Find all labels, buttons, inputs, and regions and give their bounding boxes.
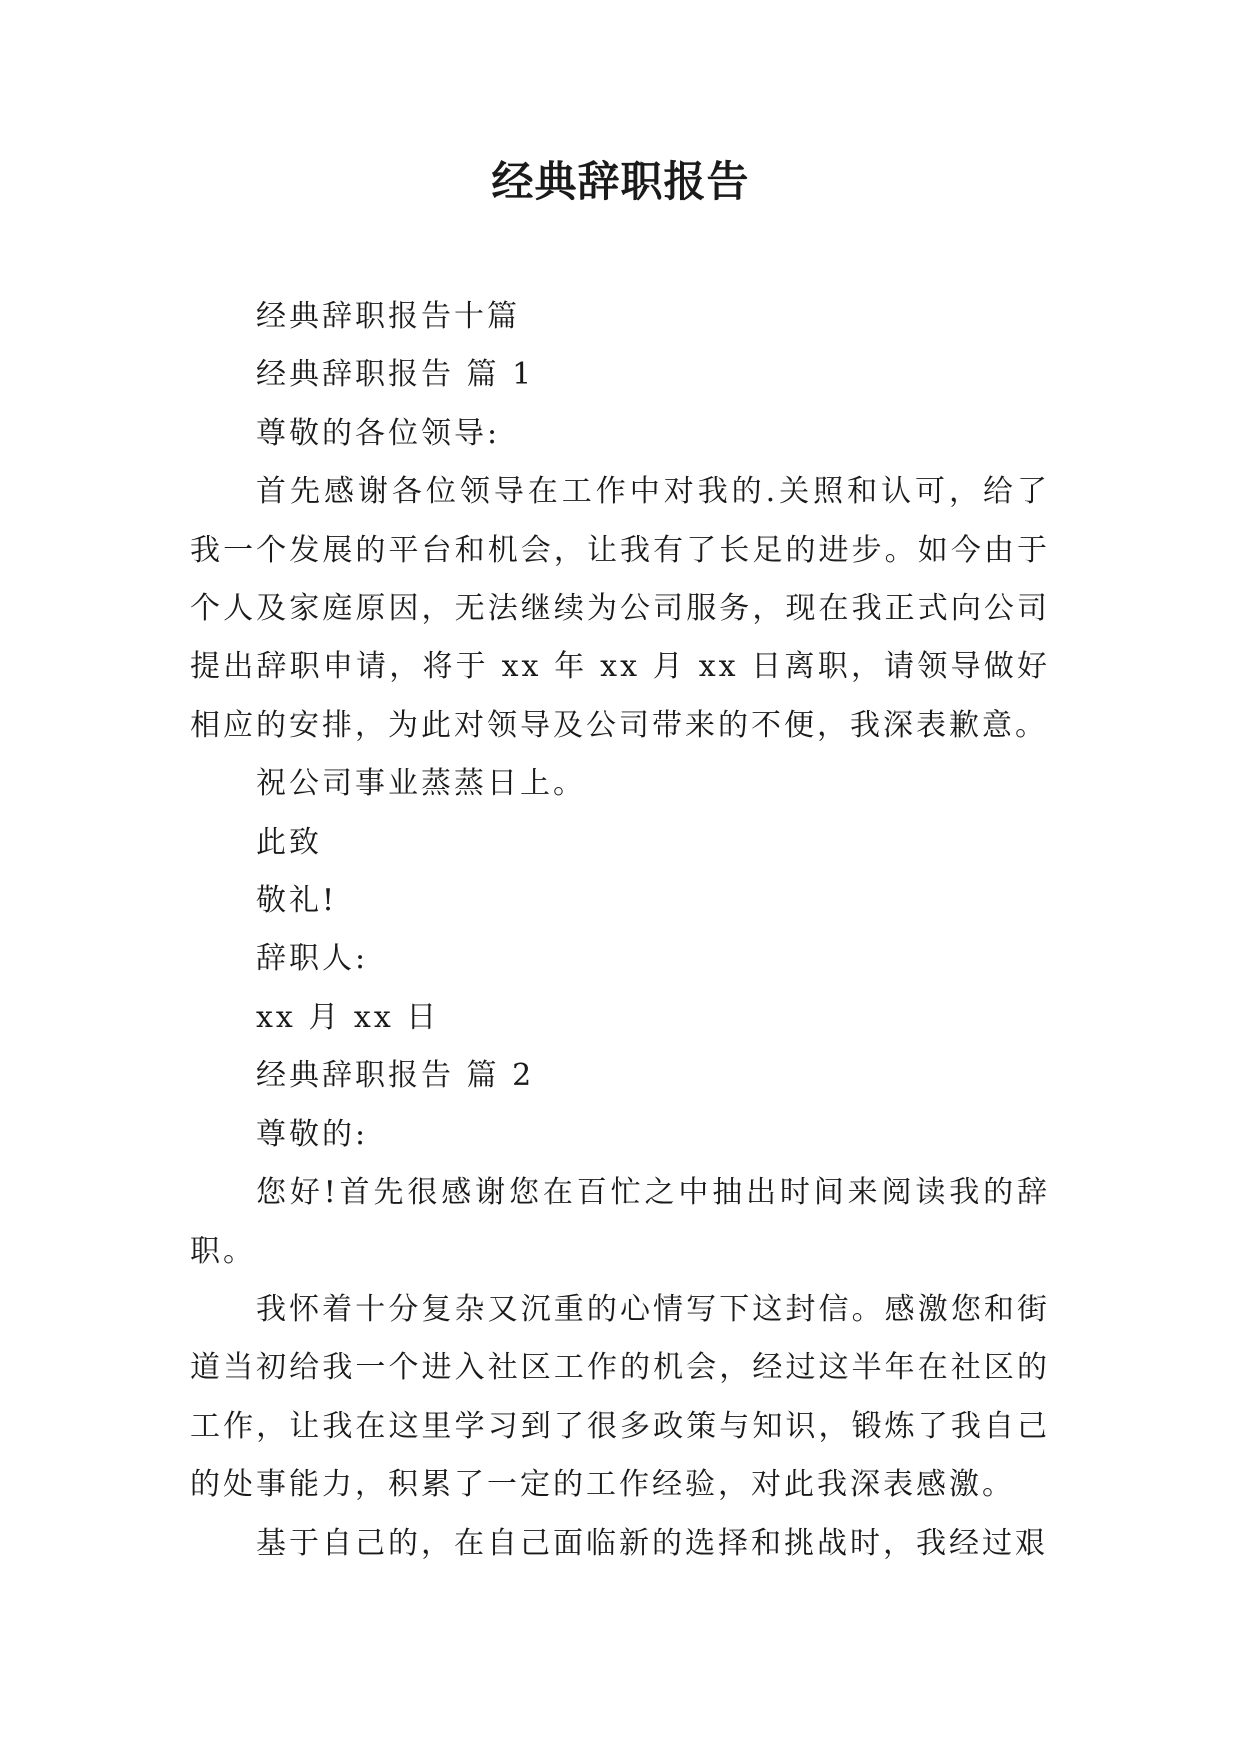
paragraph: 经典辞职报告 篇 2 xyxy=(256,1058,535,1094)
paragraph: 基于自己的，在自己面临新的选择和挑战时，我经过艰 xyxy=(256,1525,1048,1561)
paragraph: 祝公司事业蒸蒸日上。 xyxy=(256,766,586,802)
paragraph: 经典辞职报告 篇 1 xyxy=(256,357,535,393)
paragraph: xx 月 xx 日 xyxy=(256,999,440,1035)
paragraph: 首先感谢各位领导在工作中对我的.关照和认可，给了我一个发展的平台和机会，让我有了长足的进步。如今由于个人及家庭原因，无法继续为公司服务，现在我正式向公司提出辞职申请，将于 xx 年 xx 月 xx 日离职，请领导做好相应的安排，为此对领导及公司带来的不便，我深表歉意。 xyxy=(190,474,1050,743)
paragraph: 您好!首先很感谢您在百忙之中抽出时间来阅读我的辞职。 xyxy=(190,1175,1050,1269)
paragraph: 尊敬的各位领导: xyxy=(256,415,501,451)
paragraph: 此致 xyxy=(256,824,322,860)
paragraph: 我怀着十分复杂又沉重的心情写下这封信。感激您和街道当初给我一个进入社区工作的机会，经过这半年在社区的工作，让我在这里学习到了很多政策与知识，锻炼了我自己的处事能力，积累了一定的工作经验，对此我深表感激。 xyxy=(190,1291,1050,1503)
document-body xyxy=(190,288,1050,1573)
paragraph: 敬礼! xyxy=(256,883,338,919)
document-title: 经典辞职报告 xyxy=(491,157,750,206)
paragraph: 尊敬的: xyxy=(256,1116,369,1152)
paragraph: 辞职人: xyxy=(256,941,369,977)
paragraph: 经典辞职报告十篇 xyxy=(256,299,520,334)
